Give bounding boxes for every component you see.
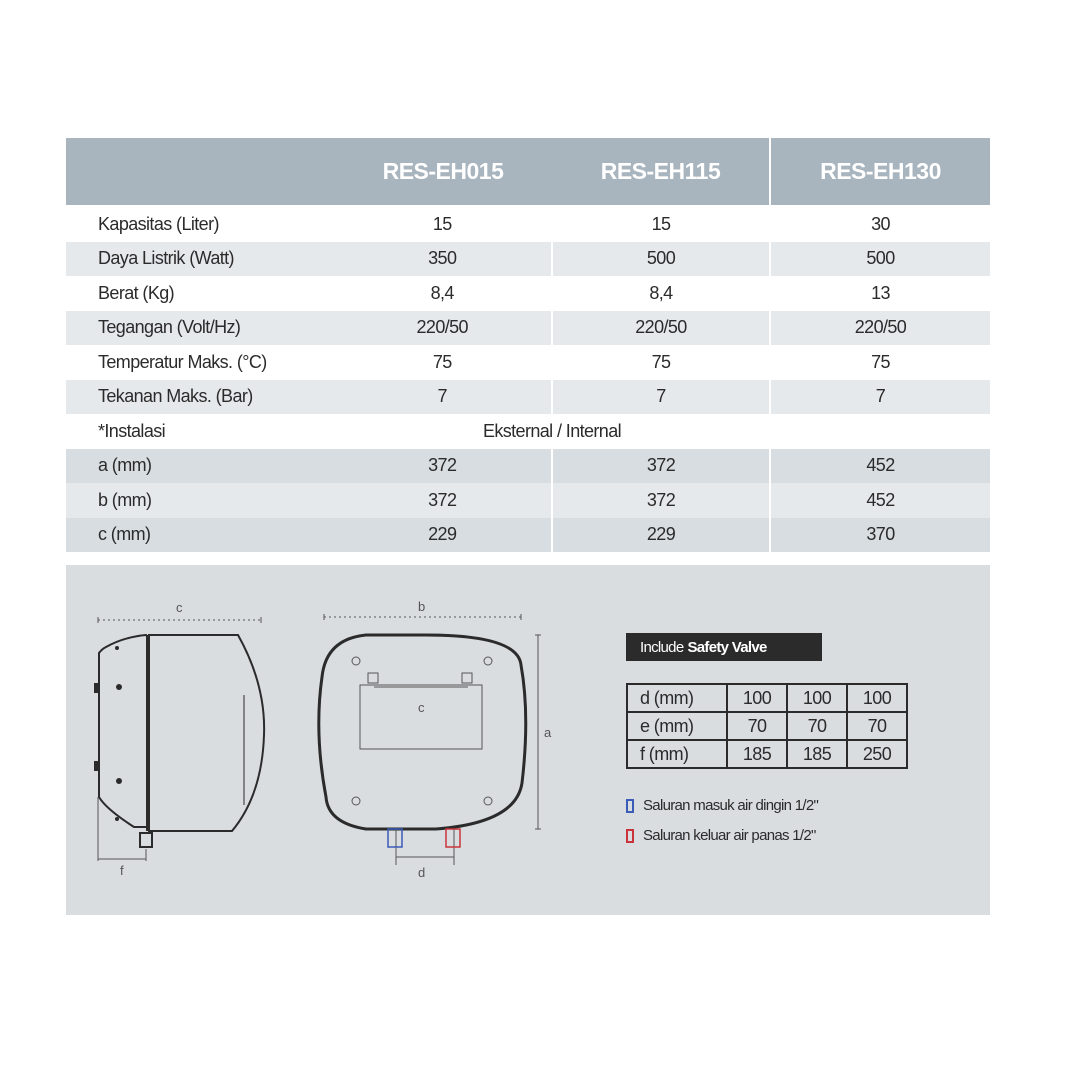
dim-label-d: d xyxy=(418,865,426,880)
dimension-label: d (mm) xyxy=(627,684,727,712)
cell-value: 500 xyxy=(552,242,770,277)
cell-value: 372 xyxy=(552,449,770,484)
side-view-outline xyxy=(99,635,148,827)
spec-row-cell xyxy=(66,345,552,380)
spec-row-cell xyxy=(66,380,552,415)
cold-inlet-swatch xyxy=(626,799,634,813)
row-label: b (mm) xyxy=(98,489,152,510)
dim-label-c-inner: c xyxy=(418,700,425,715)
row-label: Daya Listrik (Watt) xyxy=(98,248,234,269)
row-label: Tegangan (Volt/Hz) xyxy=(98,317,241,338)
dimension-value: 100 xyxy=(787,684,847,712)
cell-value: 7 xyxy=(437,386,447,407)
dim-label-a: a xyxy=(544,725,552,740)
dimension-value: 185 xyxy=(787,740,847,768)
model-name: RES-EH130 xyxy=(770,138,990,206)
cell-value: 7 xyxy=(770,380,990,415)
dimension-value: 185 xyxy=(727,740,787,768)
dim-label-f: f xyxy=(120,863,124,878)
spec-row xyxy=(66,242,990,277)
spec-row xyxy=(66,311,990,346)
dimension-value: 70 xyxy=(787,712,847,740)
dimension-label: e (mm) xyxy=(627,712,727,740)
cell-value: 8,4 xyxy=(430,282,454,303)
dimension-value: 100 xyxy=(727,684,787,712)
valve-fitting xyxy=(140,833,152,847)
spec-row-cell xyxy=(66,242,552,277)
cell-value: 13 xyxy=(770,276,990,311)
hot-outlet-pipe xyxy=(446,829,460,847)
dimension-row xyxy=(627,712,907,740)
row-label: Kapasitas (Liter) xyxy=(98,213,219,234)
legend-hot-outlet xyxy=(626,827,926,844)
spec-row-cell xyxy=(66,483,552,518)
cell-value: 370 xyxy=(770,518,990,553)
badge-bold: Safety Valve xyxy=(687,638,767,656)
legend-text: Saluran keluar air panas 1/2" xyxy=(643,827,816,844)
cell-value: 452 xyxy=(770,483,990,518)
row-label: Temperatur Maks. (°C) xyxy=(98,351,267,372)
cell-value: 372 xyxy=(428,455,457,476)
spec-row xyxy=(66,206,990,242)
cell-value: 7 xyxy=(552,380,770,415)
side-view-body xyxy=(148,635,264,831)
cold-inlet-pipe xyxy=(388,829,402,847)
dim-label-c: c xyxy=(176,600,183,615)
model-name: RES-EH115 xyxy=(552,138,770,206)
row-label: Tekanan Maks. (Bar) xyxy=(98,386,253,407)
spec-row xyxy=(66,276,990,311)
cell-value: 75 xyxy=(552,345,770,380)
spec-row-cell xyxy=(66,206,552,242)
dimension-row xyxy=(627,740,907,768)
spec-table xyxy=(66,138,990,552)
cell-value: 372 xyxy=(428,489,457,510)
front-view-outline xyxy=(319,635,526,829)
dimension-value: 250 xyxy=(847,740,907,768)
dimension-value: 70 xyxy=(727,712,787,740)
row-label: a (mm) xyxy=(98,455,152,476)
dimension-value: 70 xyxy=(847,712,907,740)
dim-label-b: b xyxy=(418,599,426,614)
spec-table-header xyxy=(66,138,990,206)
spec-row-cell xyxy=(66,311,552,346)
spec-row-cell xyxy=(66,518,552,553)
safety-valve-badge xyxy=(626,633,822,661)
badge-prefix: Include xyxy=(640,638,684,656)
row-label: Berat (Kg) xyxy=(98,282,175,303)
row-label: *Instalasi xyxy=(98,420,166,441)
header-cell xyxy=(66,138,552,206)
cell-value: 75 xyxy=(432,351,452,372)
spec-row-cell xyxy=(66,449,552,484)
installation-value: Eksternal / Internal xyxy=(482,420,622,441)
spec-row xyxy=(66,483,990,518)
cell-value: 229 xyxy=(552,518,770,553)
model-name: RES-EH015 xyxy=(382,158,504,184)
cell-value: 15 xyxy=(432,213,452,234)
spec-row xyxy=(66,414,990,449)
cell-value: 8,4 xyxy=(552,276,770,311)
cell-value: 30 xyxy=(770,206,990,242)
spec-row xyxy=(66,380,990,415)
spec-row-cell xyxy=(66,414,990,449)
cell-value: 220/50 xyxy=(416,317,468,338)
dimension-value: 100 xyxy=(847,684,907,712)
cell-value: 229 xyxy=(428,524,457,545)
spec-row xyxy=(66,518,990,553)
cell-value: 350 xyxy=(428,248,457,269)
cell-value: 500 xyxy=(770,242,990,277)
cell-value: 452 xyxy=(770,449,990,484)
spec-row xyxy=(66,449,990,484)
dimension-table xyxy=(626,683,908,769)
cell-value: 220/50 xyxy=(552,311,770,346)
legend-text: Saluran masuk air dingin 1/2" xyxy=(643,797,819,814)
hot-outlet-swatch xyxy=(626,829,634,843)
spec-row xyxy=(66,345,990,380)
row-label: c (mm) xyxy=(98,524,151,545)
cell-value: 75 xyxy=(770,345,990,380)
cell-value: 220/50 xyxy=(770,311,990,346)
cell-value: 15 xyxy=(552,206,770,242)
dimension-label: f (mm) xyxy=(627,740,727,768)
installation-diagram-panel xyxy=(66,565,990,915)
legend-cold-inlet xyxy=(626,797,926,814)
cell-value: 372 xyxy=(552,483,770,518)
dimension-row xyxy=(627,684,907,712)
spec-row-cell xyxy=(66,276,552,311)
